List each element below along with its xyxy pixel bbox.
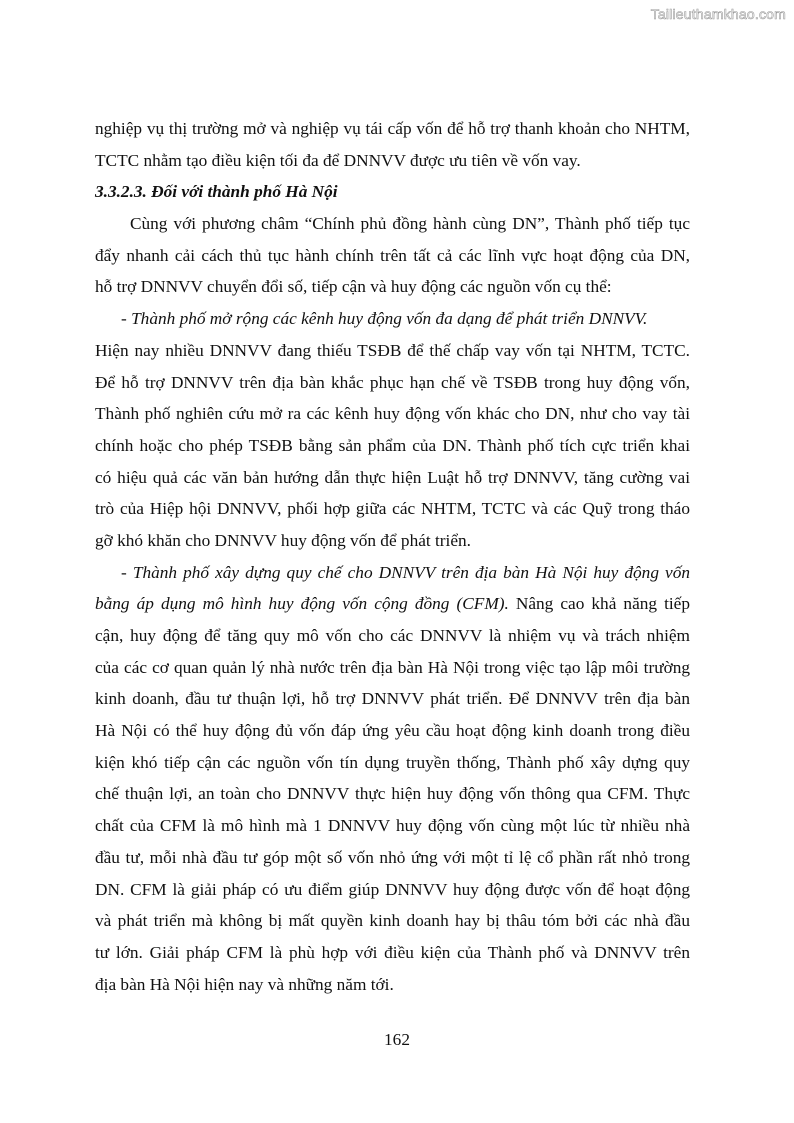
italic-lead: - Thành phố xây dựng quy chế cho DNNVV trên địa bàn Hà Nội huy động vốn [121,562,690,582]
text-line: và phát triển mà không bị mất quyền kinh doanh hay bị thâu tóm bởi các nhà đầu [95,911,690,931]
text-line: Hà Nội có thể huy động đủ vốn đáp ứng yêu cầu hoạt động kinh doanh trong điều [95,721,690,741]
italic-lead: - Thành phố mở rộng các kênh huy động vốn đa dạng để phát triển DNNVV. [121,309,648,329]
text-line: chất của CFM là mô hình mà 1 DNNVV huy động vốn cùng một lúc từ nhiều nhà [95,816,690,836]
text-line: DN. CFM là giải pháp có ưu điểm giúp DNNVV huy động được vốn để hoạt động [95,879,690,899]
paragraph-intro [95,113,690,176]
text-line: Hiện nay nhiều DNNVV đang thiếu TSĐB để thế chấp vay vốn tại NHTM, TCTC. [95,340,690,360]
text-line: chính hoặc cho phép TSĐB bằng sản phẩm của DN. Thành phố tích cực triển khai [95,435,690,455]
paragraph-overview [95,208,690,303]
paragraph-diversify-channels [95,303,690,557]
text-line: của các cơ quan quản lý nhà nước trên địa bàn Hà Nội trong việc tạo lập môi trường [95,657,690,677]
italic-lead-continued: bằng áp dụng mô hình huy động vốn cộng đồng (CFM). [95,594,509,614]
text-line: trò của Hiệp hội DNNVV, phối hợp giữa các NHTM, TCTC và các Quỹ trong tháo [95,499,690,519]
page-number: 162 [384,1030,410,1049]
text-line: kinh doanh, đầu tư thuận lợi, hỗ trợ DNNVV phát triển. Để DNNVV trên địa bàn [95,689,690,709]
text-line: Cùng với phương châm “Chính phủ đồng hành cùng DN”, Thành phố tiếp tục [130,214,690,234]
text-line: đẩy nhanh cải cách thủ tục hành chính trên tất cả các lĩnh vực hoạt động của DN, [95,245,690,265]
text-line: chế thuận lợi, an toàn cho DNNVV thực hiện huy động vốn thông qua CFM. Thực [95,784,690,804]
paragraph-cfm [95,557,690,1001]
page-body [95,113,690,1000]
text-line: tư lớn. Giải pháp CFM là phù hợp với điều kiện của Thành phố và DNNVV trên [95,942,690,962]
text-line: nghiệp vụ thị trường mở và nghiệp vụ tái cấp vốn để hỗ trợ thanh khoản cho NHTM, [95,119,690,138]
watermark: Tailieuthamkhao.com [650,6,786,22]
text-line: gỡ khó khăn cho DNNVV huy động vốn để phát triển. [95,530,471,550]
text-line: Để hỗ trợ DNNVV trên địa bàn khắc phục hạn chế về TSĐB trong huy động vốn, [95,372,690,392]
text-line: đầu tư, mỗi nhà đầu tư góp một số vốn nhỏ ứng với một tỉ lệ cổ phần rất nhỏ trong [95,847,690,867]
text-line: địa bàn Hà Nội hiện nay và những năm tới. [95,974,394,994]
section-heading: 3.3.2.3. Đối với thành phố Hà Nội [95,182,338,202]
text-line: hỗ trợ DNNVV chuyển đổi số, tiếp cận và huy động các nguồn vốn cụ thể: [95,277,612,297]
text-line: có hiệu quả các văn bản hướng dẫn thực hiện Luật hỗ trợ DNNVV, tăng cường vai [95,467,690,487]
text-span: Nâng cao khả năng tiếp [508,594,690,614]
text-line: Thành phố nghiên cứu mở ra các kênh huy động vốn khác cho DN, như cho vay tài [95,404,690,424]
text-line: cận, huy động để tăng quy mô vốn cho các DNNVV là nhiệm vụ và trách nhiệm [95,626,690,645]
text-line [95,588,690,620]
text-line: TCTC nhằm tạo điều kiện tối đa để DNNVV được ưu tiên về vốn vay. [95,150,581,170]
text-line: kiện khó tiếp cận các nguồn vốn tín dụng truyền thống, Thành phố xây dựng quy [95,752,690,772]
